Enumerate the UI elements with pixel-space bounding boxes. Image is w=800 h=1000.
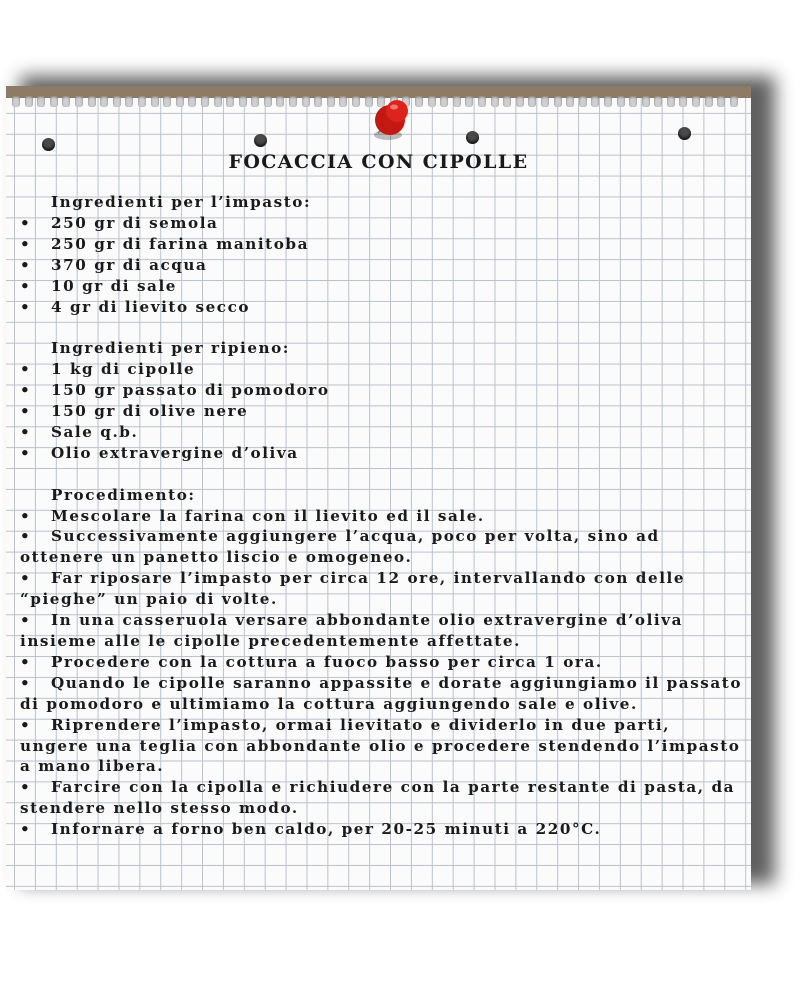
procedure-step: • Far riposare l’impasto per circa 12 ore, intervallando con delle “pieghe” un paio di volte. xyxy=(20,569,686,609)
spiral-hole xyxy=(478,96,486,107)
recipe-content xyxy=(20,192,744,840)
filling-heading: Ingredienti per ripieno: xyxy=(51,339,290,358)
spiral-hole xyxy=(50,96,58,107)
spiral-hole xyxy=(25,96,33,107)
spiral-hole xyxy=(264,96,272,107)
spiral-hole xyxy=(491,96,499,107)
filling-item: • Olio extravergine d’oliva xyxy=(20,443,744,464)
procedure-step: • Quando le cipolle saranno appassite e dorate aggiungiamo il passato di pomodoro e ultimiamo la cottura aggiungendo sale e olive. xyxy=(20,673,743,713)
procedure-step: • Successivamente aggiungere l’acqua, poco per volta, sino ad ottenere un panetto liscio e omogeneo. xyxy=(20,527,660,567)
procedure-list xyxy=(20,506,744,841)
spiral-hole xyxy=(151,96,159,107)
spiral-hole xyxy=(113,96,121,107)
procedure-step: • Riprendere l’impasto, ormai lievitato e dividerlo in due parti, ungere una teglia con abbondante olio e procedere stendendo l’impasto a mano libera. xyxy=(20,715,741,776)
procedure-step: • Mescolare la farina con il lievito ed il sale. xyxy=(20,506,485,525)
spiral-hole xyxy=(88,96,96,107)
spiral-hole xyxy=(629,96,637,107)
spiral-hole xyxy=(176,96,184,107)
spiral-hole xyxy=(138,96,146,107)
dough-item: • 250 gr di farina manitoba xyxy=(20,234,744,255)
punch-hole xyxy=(42,138,55,151)
spiral-hole xyxy=(579,96,587,107)
spiral-hole xyxy=(705,96,713,107)
spiral-hole xyxy=(730,96,738,107)
spiral-hole xyxy=(163,96,171,107)
recipe-title: FOCACCIA CON CIPOLLE xyxy=(228,151,529,173)
filling-item: • 150 gr di olive nere xyxy=(20,401,744,422)
spiral-hole xyxy=(276,96,284,107)
spiral-hole xyxy=(214,96,222,107)
punch-hole xyxy=(254,134,267,147)
spiral-hole xyxy=(125,96,133,107)
spiral-hole xyxy=(188,96,196,107)
spiral-hole xyxy=(591,96,599,107)
spiral-hole xyxy=(415,96,423,107)
spiral-hole xyxy=(453,96,461,107)
spiral-hole xyxy=(37,96,45,107)
dough-item: • 370 gr di acqua xyxy=(20,255,744,276)
spiral-hole xyxy=(503,96,511,107)
procedure-step: • Farcire con la cipolla e richiudere con la parte restante di pasta, da stendere nello stesso modo. xyxy=(20,778,736,818)
spiral-hole xyxy=(667,96,675,107)
dough-list xyxy=(20,213,744,318)
spiral-hole xyxy=(302,96,310,107)
spiral-hole xyxy=(75,96,83,107)
procedure-step: • In una casseruola versare abbondante olio extravergine d’oliva insieme alle le cipolle precedentemente affettate. xyxy=(20,611,683,650)
filling-item: • 150 gr passato di pomodoro xyxy=(20,380,744,401)
dough-item: • 4 gr di lievito secco xyxy=(20,297,744,318)
spiral-hole xyxy=(12,96,20,107)
filling-item: • Sale q.b. xyxy=(20,422,744,443)
spiral-hole xyxy=(692,96,700,107)
dough-item: • 250 gr di semola xyxy=(20,213,744,234)
spiral-hole xyxy=(352,96,360,107)
spiral-hole xyxy=(289,96,297,107)
spiral-hole xyxy=(717,96,725,107)
spiral-hole xyxy=(541,96,549,107)
dough-item: • 10 gr di sale xyxy=(20,276,744,297)
procedure-step: • Infornare a forno ben caldo, per 20-25 minuti a 220°C. xyxy=(20,820,602,839)
notepad-sheet xyxy=(6,86,751,890)
spiral-hole xyxy=(554,96,562,107)
spiral-hole xyxy=(201,96,209,107)
filling-item: • 1 kg di cipolle xyxy=(20,359,744,380)
spiral-hole xyxy=(516,96,524,107)
pushpin-icon xyxy=(368,95,412,143)
spiral-hole xyxy=(226,96,234,107)
spiral-hole xyxy=(100,96,108,107)
spiral-hole xyxy=(62,96,70,107)
spiral-hole xyxy=(604,96,612,107)
spiral-hole xyxy=(440,96,448,107)
spiral-hole xyxy=(617,96,625,107)
punch-hole xyxy=(466,131,479,144)
filling-list xyxy=(20,359,744,464)
spiral-hole xyxy=(251,96,259,107)
spiral-hole xyxy=(654,96,662,107)
spiral-hole xyxy=(528,96,536,107)
spiral-hole xyxy=(327,96,335,107)
spiral-hole xyxy=(566,96,574,107)
spiral-hole xyxy=(428,96,436,107)
spiral-hole xyxy=(465,96,473,107)
spiral-hole xyxy=(314,96,322,107)
spiral-hole xyxy=(642,96,650,107)
spiral-hole xyxy=(339,96,347,107)
punch-hole xyxy=(678,127,691,140)
spiral-hole xyxy=(239,96,247,107)
spiral-hole xyxy=(679,96,687,107)
dough-heading: Ingredienti per l’impasto: xyxy=(51,193,312,211)
procedure-heading: Procedimento: xyxy=(51,485,196,504)
procedure-step: • Procedere con la cottura a fuoco basso per circa 1 ora. xyxy=(20,652,603,671)
